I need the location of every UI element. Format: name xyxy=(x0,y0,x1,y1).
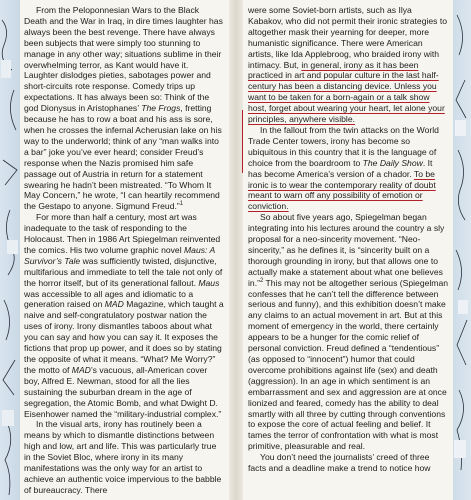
left-page-text-column xyxy=(24,5,224,496)
text-run: In the fallout from the twin attacks on the World Trade Center towers, irony has become so ubiquitous in this country that it is the language of choice from the boardroom to xyxy=(248,124,439,168)
red-underlined-passage: To be ironic is to wear the contemporary reality of doubt meant to warn off any possibility of emotion or conviction. xyxy=(248,168,436,212)
paragraph: In the visual arts, irony has routinely been a means by which to dismantle distinctions between high and low, art and life. This was particularly true in the Soviet Bloc, where irony in its many manifestations was the only way for an artist to achieve an authentic voice impervious to the babble of bureaucracy. There xyxy=(24,419,222,495)
footnote-marker: 2 xyxy=(259,277,264,284)
text-run: was sufficiently twisted, disjunctive, multifarious and immediate to tell the tale not only of the horror itself, but of its generational fallout. xyxy=(24,255,223,288)
text-run: This may not be altogether serious (Spiegelman confesses that he can’t tell the difference between serious and funny), and this exhibition doesn’t make any claims to an actual movement in art. But at this moment of emergency in the world, there certainly appears to be a hunger for the comic relief of personal conviction. Freud defined a “tendentious” (as opposed to “innocent”) humor that could overcome prohibitions against life (sex) and death (aggression). In an age in which sentiment is an embarrassment and sex and aggression are at once lionized and feared, comedy has the ability to deal smartly with all three by cutting through conventions to expose the core of actual feeling and belief. It tames the terror of confrontation with what is most primitive, pleasurable and real. xyxy=(248,277,449,452)
paragraph xyxy=(248,125,448,212)
footnote-marker: 1 xyxy=(179,201,184,208)
italic-title: Maus: A Survivor’s Tale xyxy=(24,244,215,266)
text-run: So about five years ago, Spiegelman began integrating into his lectures around the country a sly proposal for a neo-sincerity movement. “Neo-sincerity,” as he defines it, is “sincerity built on a thorough grounding in irony, but that allows one to actually make a statement about what one believes in.” xyxy=(248,212,445,288)
book-gutter xyxy=(229,0,243,500)
red-underlined-passage: in general, irony as it has been practiced in art and popular culture in the last half-century has been a distancing device. Unless you want to be taken for a born-again or a talk show host, forget about wearing your heart, let alone your principles, anywhere visible. xyxy=(248,59,445,125)
text-run: was accessible to all ages and idiomatic to a generation raised on xyxy=(24,288,194,310)
italic-title: The Frogs xyxy=(141,103,181,114)
paragraph xyxy=(24,212,224,419)
right-page-text-column xyxy=(248,5,448,474)
text-run: From the Peloponnesian Wars to the Black Death and the War in Iraq, in dire times laughter has always been the best revenge. There have always been subjects that were simply too stunning to manage in any other way; situations sublime in their overwhelming terror, as Kant would have it. Laughter dislodges pieties, sabotages power and short-circuits rote response. Comedy trips up expectations. It has always been so: Think of the god Dionysus in Aristophanes’ xyxy=(24,5,223,114)
book-spread xyxy=(20,0,453,500)
comic-art-graphic xyxy=(453,0,471,500)
italic-title: MAD xyxy=(104,299,124,310)
italic-title: The Daily Show xyxy=(362,157,423,168)
text-run: Magazine, which taught a naive and self-congratulatory postwar nation the uses of irony. Irony dismantles taboos about what you can say and how you can say it. It exposes the fictions that prop up power, and it does so by stating the opposite of what it means. “What? Me Worry?” the motto of xyxy=(24,299,224,375)
paragraph xyxy=(24,5,224,212)
paragraph xyxy=(248,5,448,125)
italic-title: MAD xyxy=(71,364,91,375)
paragraph: You don’t need the journalists’ creed of three facts and a deadline make a trend to notice how xyxy=(248,452,431,474)
text-run: ’s vacuous, all-American cover boy, Alfred E. Newman, stood for all the lies sustaining the suburban dream in the age of segregation, the Atomic Bomb, and what Dwight D. Eisenhower named the “military-industrial complex.” xyxy=(24,364,222,419)
comic-art-graphic xyxy=(0,0,20,500)
right-edge-comic-art xyxy=(453,0,471,500)
italic-title: Maus xyxy=(198,277,220,288)
paragraph xyxy=(248,212,448,452)
text-run: were some Soviet-born artists, such as Ilya Kabakov, who did not permit their ironic strategies to altogether mask their yearning for deeper, more humanistic significance. There were American artists, like Ida Applebroog, who braided irony with intimacy. But, xyxy=(248,5,448,70)
text-run: For more than half a century, most art was inadequate to the task of responding to the Holocaust. Then in 1986 Art Spiegelman reinvented the comics. His two volume graphic novel xyxy=(24,212,221,255)
text-run: . It has become America’s version of a chador. xyxy=(248,157,433,179)
left-edge-comic-art xyxy=(0,0,20,500)
text-run: , fretting because he has to row a boat and his ass is sore, when he crosses the infernal Acherusian lake on his way to the underworld; think of any “man walks into a bar” joke you’ve ever heard; consider Freud’s response when the Nazis promised him safe passage out of Austria in return for a statement swearing he hadn’t been mistreated. “To Whom It May Concern,” he wrote, “I can heartily recommend the Gestapo to anyone. Sigmund Freud.” xyxy=(24,103,222,212)
